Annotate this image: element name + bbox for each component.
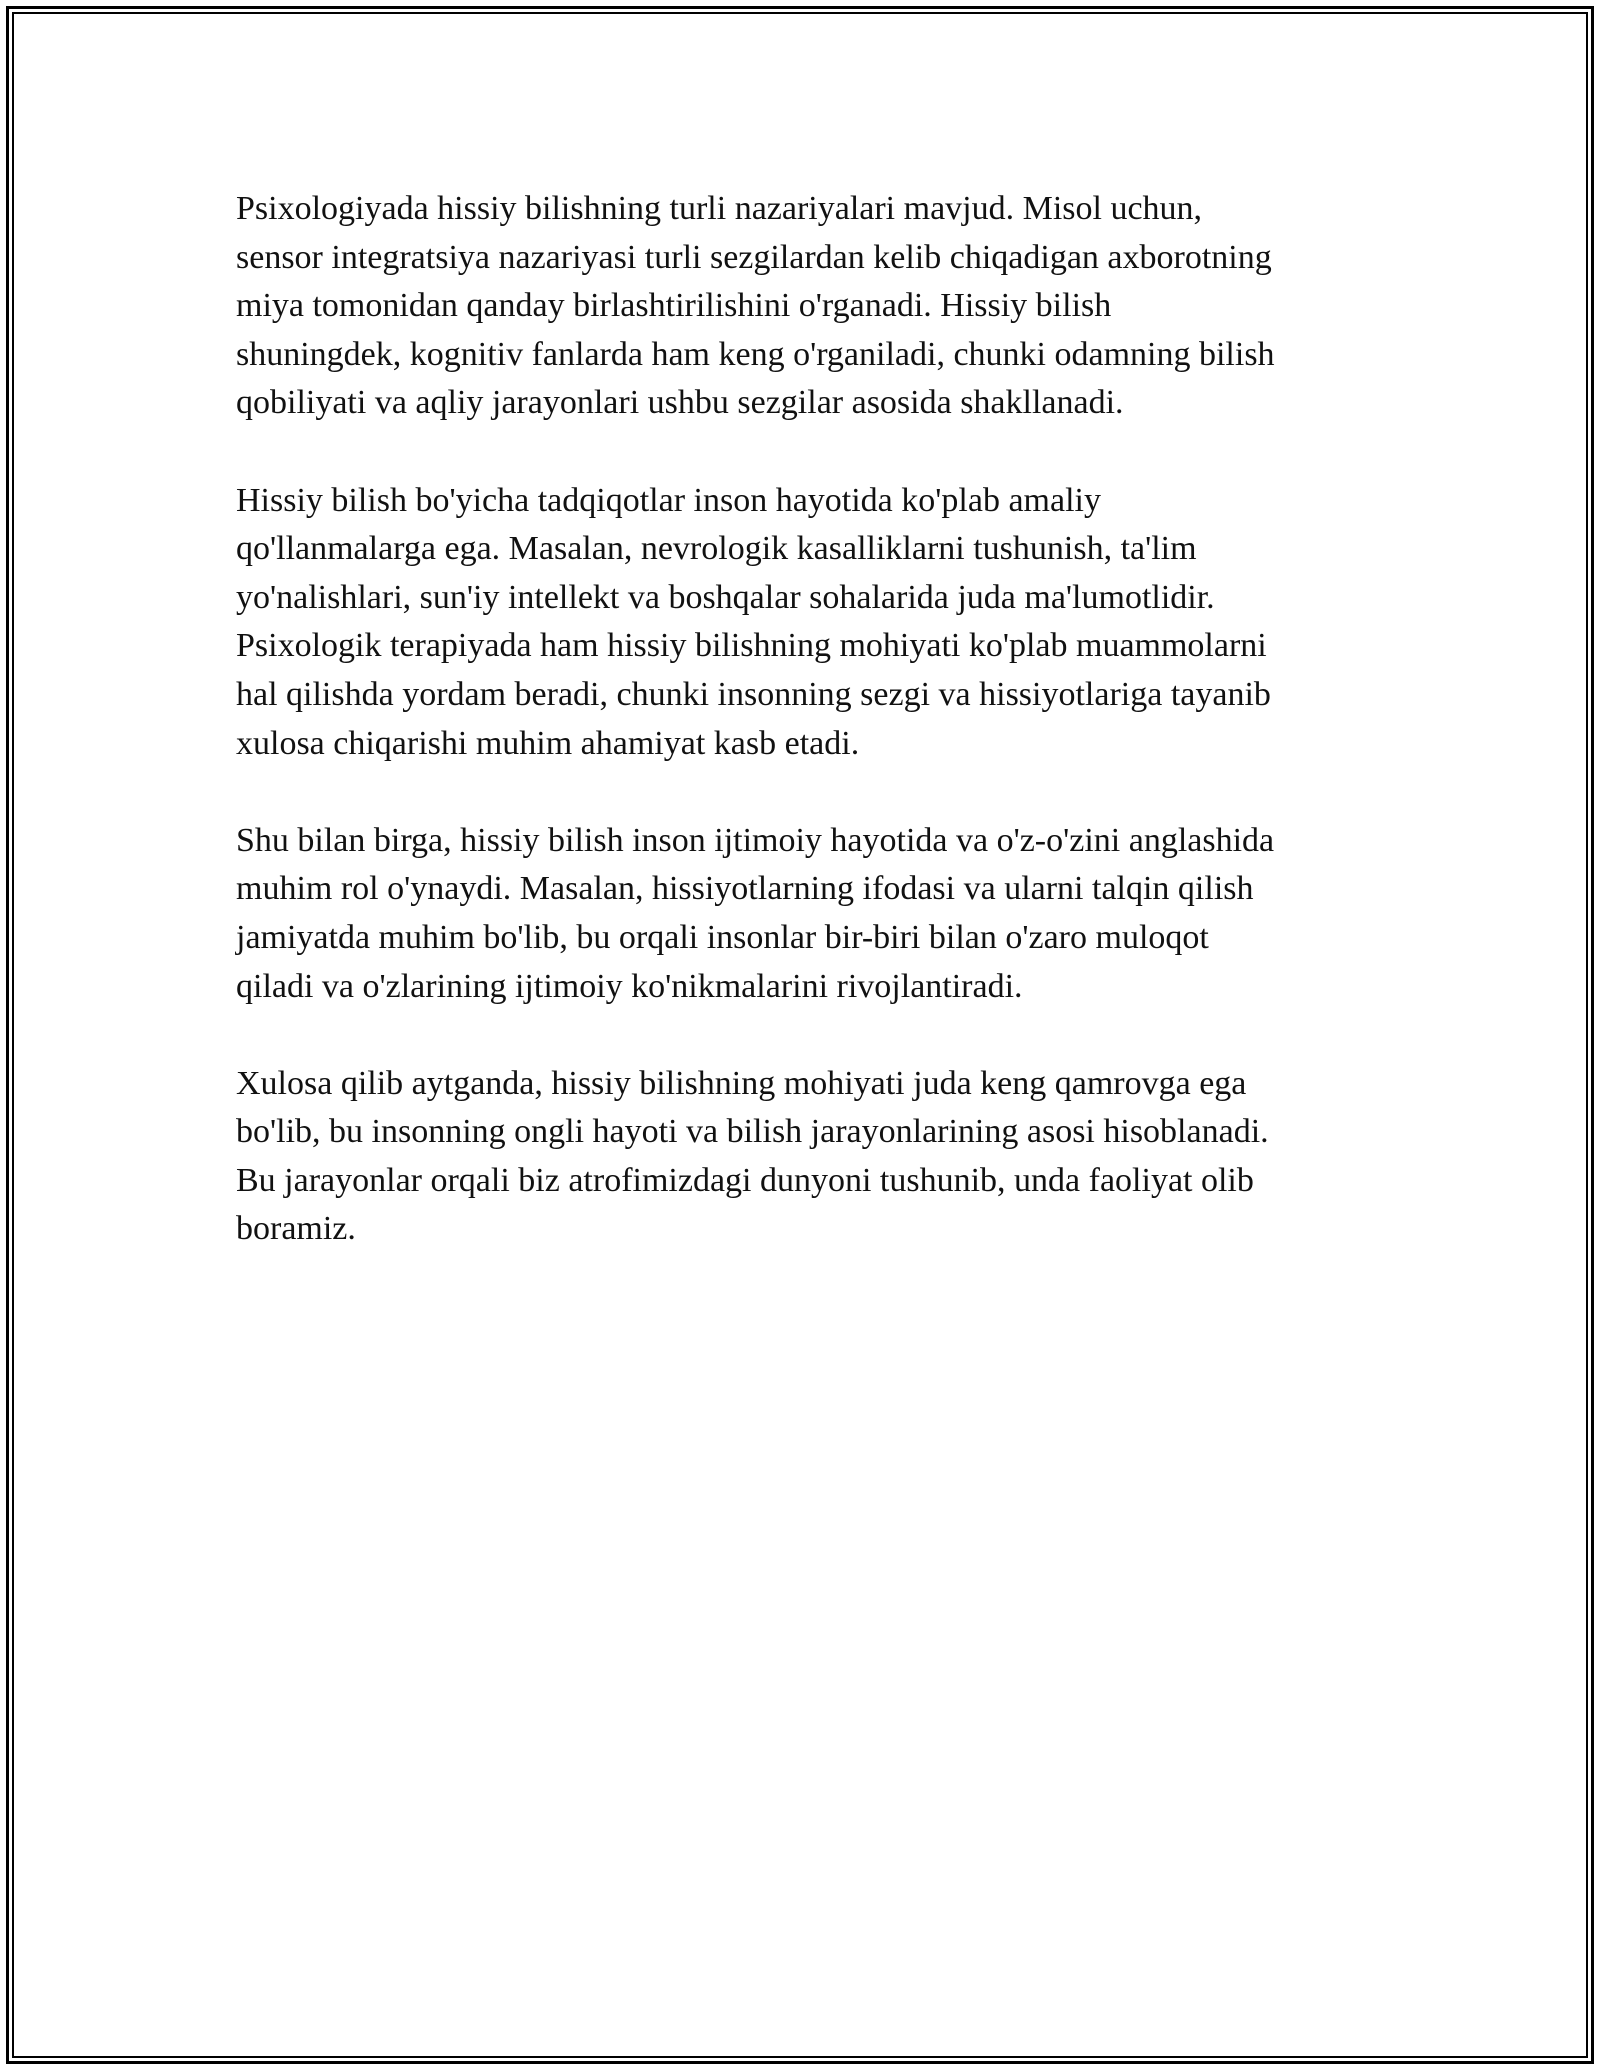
text-line: Xulosa qilib aytganda, hissiy bilishning mohiyati juda keng qamrovga ega <box>236 1064 1247 1102</box>
text-line: sensor integratsiya nazariyasi turli sezgilardan kelib chiqadigan axborotning <box>236 238 1272 276</box>
text-line: Psixologik terapiyada ham hissiy bilishning mohiyati ko'plab muammolarni <box>236 627 1267 665</box>
paragraph-2 <box>236 477 1376 769</box>
text-line: shuningdek, kognitiv fanlarda ham keng o'rganiladi, chunki odamning bilish <box>236 335 1275 373</box>
text-line: Psixologiyada hissiy bilishning turli nazariyalari mavjud. Misol uchun, <box>236 190 1203 227</box>
text-line: qiladi va o'zlarining ijtimoiy ko'nikmalarini rivojlantiradi. <box>236 967 1023 1005</box>
text-line: qobiliyati va aqliy jarayonlari ushbu sezgilar asosida shakllanadi. <box>236 384 1124 422</box>
text-line: Hissiy bilish bo'yicha tadqiqotlar inson hayotida ko'plab amaliy <box>236 481 1101 519</box>
text-line: bo'lib, bu insonning ongli hayoti va bilish jarayonlarining asosi hisoblanadi. <box>236 1113 1269 1151</box>
text-line: boramiz. <box>236 1210 356 1248</box>
paragraph-1 <box>236 185 1376 428</box>
paragraph-4 <box>236 1060 1376 1254</box>
document-body <box>236 185 1376 1303</box>
text-line: hal qilishda yordam beradi, chunki insonning sezgi va hissiyotlariga tayanib <box>236 675 1271 713</box>
text-line: miya tomonidan qanday birlashtirilishini o'rganadi. Hissiy bilish <box>236 287 1112 325</box>
text-line: xulosa chiqarishi muhim ahamiyat kasb etadi. <box>236 724 860 762</box>
text-line: qo'llanmalarga ega. Masalan, nevrologik kasalliklarni tushunish, ta'lim <box>236 530 1197 568</box>
paragraph-3 <box>236 817 1376 1011</box>
text-line: Bu jarayonlar orqali biz atrofimizdagi dunyoni tushunib, unda faoliyat olib <box>236 1161 1254 1199</box>
text-line: Shu bilan birga, hissiy bilish inson ijtimoiy hayotida va o'z-o'zini anglashida <box>236 821 1275 859</box>
text-line: yo'nalishlari, sun'iy intellekt va boshqalar sohalarida juda ma'lumotlidir. <box>236 578 1215 616</box>
text-line: jamiyatda muhim bo'lib, bu orqali insonlar bir-biri bilan o'zaro muloqot <box>236 918 1209 956</box>
text-line: muhim rol o'ynaydi. Masalan, hissiyotlarning ifodasi va ularni talqin qilish <box>236 870 1254 908</box>
